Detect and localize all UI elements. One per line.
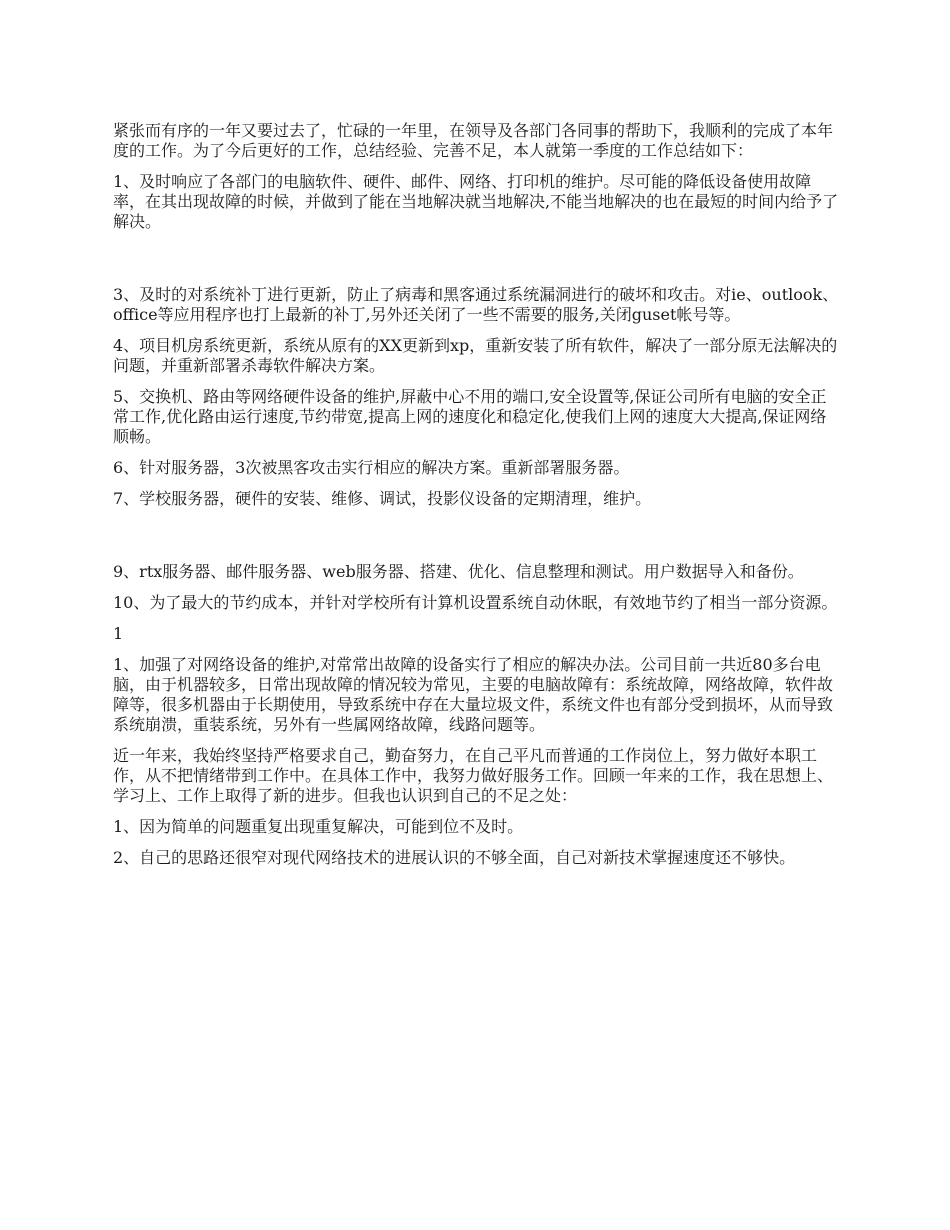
document-body (113, 121, 841, 879)
paragraph-item-10: 10、为了最大的节约成本，并针对学校所有计算机设置系统自动休眠，有效地节约了相当一部分资源。 (113, 593, 838, 612)
paragraph-item-3: 3、及时的对系统补丁进行更新，防止了病毒和黑客通过系统漏洞进行的破坏和攻击。对ie、outlook、office等应用程序也打上最新的补丁,另外还关闭了一些不需要的服务,关闭guset帐号等。 (113, 285, 839, 324)
paragraph-shortcoming-2: 2、自己的思路还很窄对现代网络技术的进展认识的不够全面，自己对新技术掌握速度还不够快。 (113, 848, 796, 867)
paragraph-item-9: 9、rtx服务器、邮件服务器、web服务器、搭建、优化、信息整理和测试。用户数据导入和备份。 (113, 562, 804, 581)
paragraph-shortcoming-1: 1、因为简单的问题重复出现重复解决，可能到位不及时。 (113, 817, 524, 836)
paragraph-item-1: 1、及时响应了各部门的电脑软件、硬件、邮件、网络、打印机的维护。尽可能的降低设备使用故障率，在其出现故障的时候，并做到了能在当地解决就当地解决,不能当地解决的也在最短的时间内给予了解决。 (113, 172, 839, 231)
paragraph-gap (113, 243, 841, 285)
paragraph-gap (113, 520, 841, 562)
paragraph-item-7: 7、学校服务器，硬件的安装、维修、调试，投影仪设备的定期清理，维护。 (113, 489, 652, 508)
paragraph-item-6: 6、针对服务器，3次被黑客攻击实行相应的解决方案。重新部署服务器。 (113, 458, 630, 477)
paragraph-section-number: 1 (113, 624, 124, 643)
paragraph-intro: 紧张而有序的一年又要过去了，忙碌的一年里，在领导及各部门各同事的帮助下，我顺利的完成了本年度的工作。为了今后更好的工作，总结经验、完善不足，本人就第一季度的工作总结如下： (113, 121, 834, 160)
paragraph-item-4: 4、项目机房系统更新，系统从原有的XX更新到xp，重新安装了所有软件，解决了一部分原无法解决的问题，并重新部署杀毒软件解决方案。 (113, 336, 838, 375)
paragraph-reflection: 近一年来，我始终坚持严格要求自己，勤奋努力，在自己平凡而普通的工作岗位上，努力做好本职工作，从不把情绪带到工作中。在具体工作中，我努力做好服务工作。回顾一年来的工作，我在思想上、学习上、工作上取得了新的进步。但我也认识到自己的不足之处： (113, 746, 834, 805)
paragraph-item-5: 5、交换机、路由等网络硬件设备的维护,屏蔽中心不用的端口,安全设置等,保证公司所有电脑的安全正常工作,优化路由运行速度,节约带宽,提高上网的速度化和稳定化,使我们上网的速度大大提高,保证网络顺畅。 (113, 387, 827, 446)
paragraph-network-maintenance: 1、加强了对网络设备的维护,对常常出故障的设备实行了相应的解决办法。公司目前一共近80多台电脑，由于机器较多，日常出现故障的情况较为常见，主要的电脑故障有：系统故障，网络故障，软件故障等，很多机器由于长期使用，导致系统中存在大量垃圾文件，系统文件也有部分受到损坏，从而导致系统崩溃，重装系统，另外有一些属网络故障，线路问题等。 (113, 655, 834, 734)
